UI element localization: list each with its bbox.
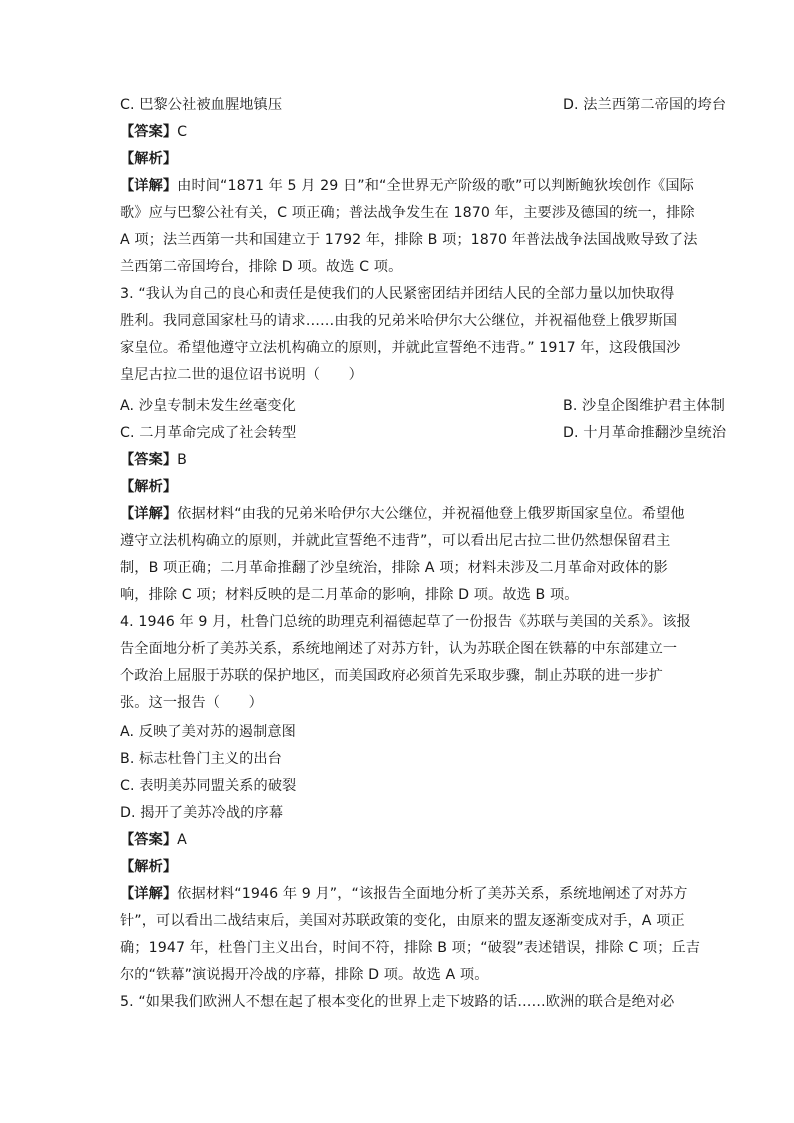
q3-stem-line: 家皇位。希望他遵守立法机构确立的原则，并就此宣誓绝不违背。” 1917 年，这段俄国沙	[120, 340, 681, 356]
q3-detail-line: 响，排除 C 项；材料反映的是二月革命的影响，排除 D 项。故选 B 项。	[120, 587, 579, 603]
answer-value: B	[177, 452, 187, 468]
q4-stem-line: 告全面地分析了美苏关系，系统地阐述了对苏方针，认为苏联企图在铁幕的中东部建立一	[120, 641, 678, 657]
q4-detail-line: 针”，可以看出二战结束后，美国对苏联政策的变化，由原来的盟友逐渐变成对手，A 项正	[120, 913, 685, 929]
q3-option-c: C. 二月革命完成了社会转型	[120, 425, 297, 441]
q2-detail-line	[120, 176, 694, 196]
q4-answer	[120, 830, 187, 850]
q2-option-d: D. 法兰西第二帝国的垮台	[563, 97, 727, 113]
q3-analysis-tag: 【解析】	[120, 479, 178, 495]
q2-options-cd-row	[120, 95, 727, 115]
q2-detail-line: 兰西第二帝国垮台，排除 D 项。故选 C 项。	[120, 259, 403, 275]
q4-stem-line: 张。这一报告（ ）	[120, 695, 263, 711]
q3-detail-line: 遵守立法机构确立的原则，并就此宣誓绝不违背”，可以看出尼古拉二世仍然想保留君主	[120, 533, 671, 549]
answer-tag: 【答案】	[120, 124, 178, 140]
q3-stem-line: 3. “我认为自己的良心和责任是使我们的人民紧密团结并团结人民的全部力量以加快取得	[120, 286, 675, 302]
answer-tag: 【答案】	[120, 452, 178, 468]
q2-detail-line: A 项；法兰西第一共和国建立于 1792 年，排除 B 项；1870 年普法战争法国战败导致了法	[120, 232, 698, 248]
q4-stem-line: 4. 1946 年 9 月，杜鲁门总统的助理克利福德起草了一份报告《苏联与美国的关系》。该报	[120, 614, 691, 630]
detail-text: 依据材料“由我的兄弟米哈伊尔大公继位，并祝福他登上俄罗斯国家皇位。希望他	[177, 506, 685, 522]
q3-stem-line: 胜利。我同意国家杜马的请求……由我的兄弟米哈伊尔大公继位，并祝福他登上俄罗斯国	[120, 313, 678, 329]
q3-option-d: D. 十月革命推翻沙皇统治	[563, 425, 727, 441]
q4-option-a: A. 反映了美对苏的遏制意图	[120, 724, 296, 740]
q3-answer	[120, 450, 187, 470]
q3-stem-line: 皇尼古拉二世的退位诏书说明（ ）	[120, 367, 363, 383]
detail-tag: 【详解】	[120, 506, 178, 522]
detail-tag: 【详解】	[120, 886, 178, 902]
q5-stem-line: 5. “如果我们欧洲人不想在起了根本变化的世界上走下坡路的话……欧洲的联合是绝对必	[120, 994, 675, 1010]
q4-detail-line	[120, 884, 688, 904]
detail-text: 依据材料“1946 年 9 月”，“该报告全面地分析了美苏关系，系统地阐述了对苏方	[177, 886, 688, 902]
q4-analysis-tag: 【解析】	[120, 859, 178, 875]
q2-answer	[120, 122, 187, 142]
detail-text: 由时间“1871 年 5 月 29 日”和“全世界无产阶级的歌”可以判断鲍狄埃创作《国际	[177, 178, 694, 194]
q4-option-b: B. 标志杜鲁门主义的出台	[120, 751, 282, 767]
q4-option-d: D. 揭开了美苏冷战的序幕	[120, 805, 284, 821]
q3-detail-line	[120, 504, 685, 524]
q4-option-c: C. 表明美苏同盟关系的破裂	[120, 778, 297, 794]
detail-tag: 【详解】	[120, 178, 178, 194]
q4-stem-line: 个政治上屈服于苏联的保护地区，而美国政府必须首先采取步骤，制止苏联的进一步扩	[120, 668, 663, 684]
q2-detail-line: 歌》应与巴黎公社有关，C 项正确；普法战争发生在 1870 年，主要涉及德国的统一，排除	[120, 205, 695, 221]
answer-value: C	[177, 124, 188, 140]
q3-options-cd-row	[120, 423, 727, 443]
answer-tag: 【答案】	[120, 832, 178, 848]
q3-option-b: B. 沙皇企图维护君主体制	[563, 398, 725, 414]
q4-detail-line: 确；1947 年，杜鲁门主义出台，时间不符，排除 B 项；“破裂”表述错误，排除 C 项；丘吉	[120, 940, 701, 956]
q3-options-ab-row	[120, 396, 725, 416]
q3-detail-line: 制，B 项正确；二月革命推翻了沙皇统治，排除 A 项；材料未涉及二月革命对政体的影	[120, 560, 668, 576]
answer-value: A	[177, 832, 187, 848]
q3-option-a: A. 沙皇专制未发生丝毫变化	[120, 398, 296, 414]
q2-analysis-tag: 【解析】	[120, 151, 178, 167]
q2-option-c: C. 巴黎公社被血腥地镇压	[120, 97, 283, 113]
q4-detail-line: 尔的“铁幕”演说揭开冷战的序幕，排除 D 项。故选 A 项。	[120, 967, 489, 983]
